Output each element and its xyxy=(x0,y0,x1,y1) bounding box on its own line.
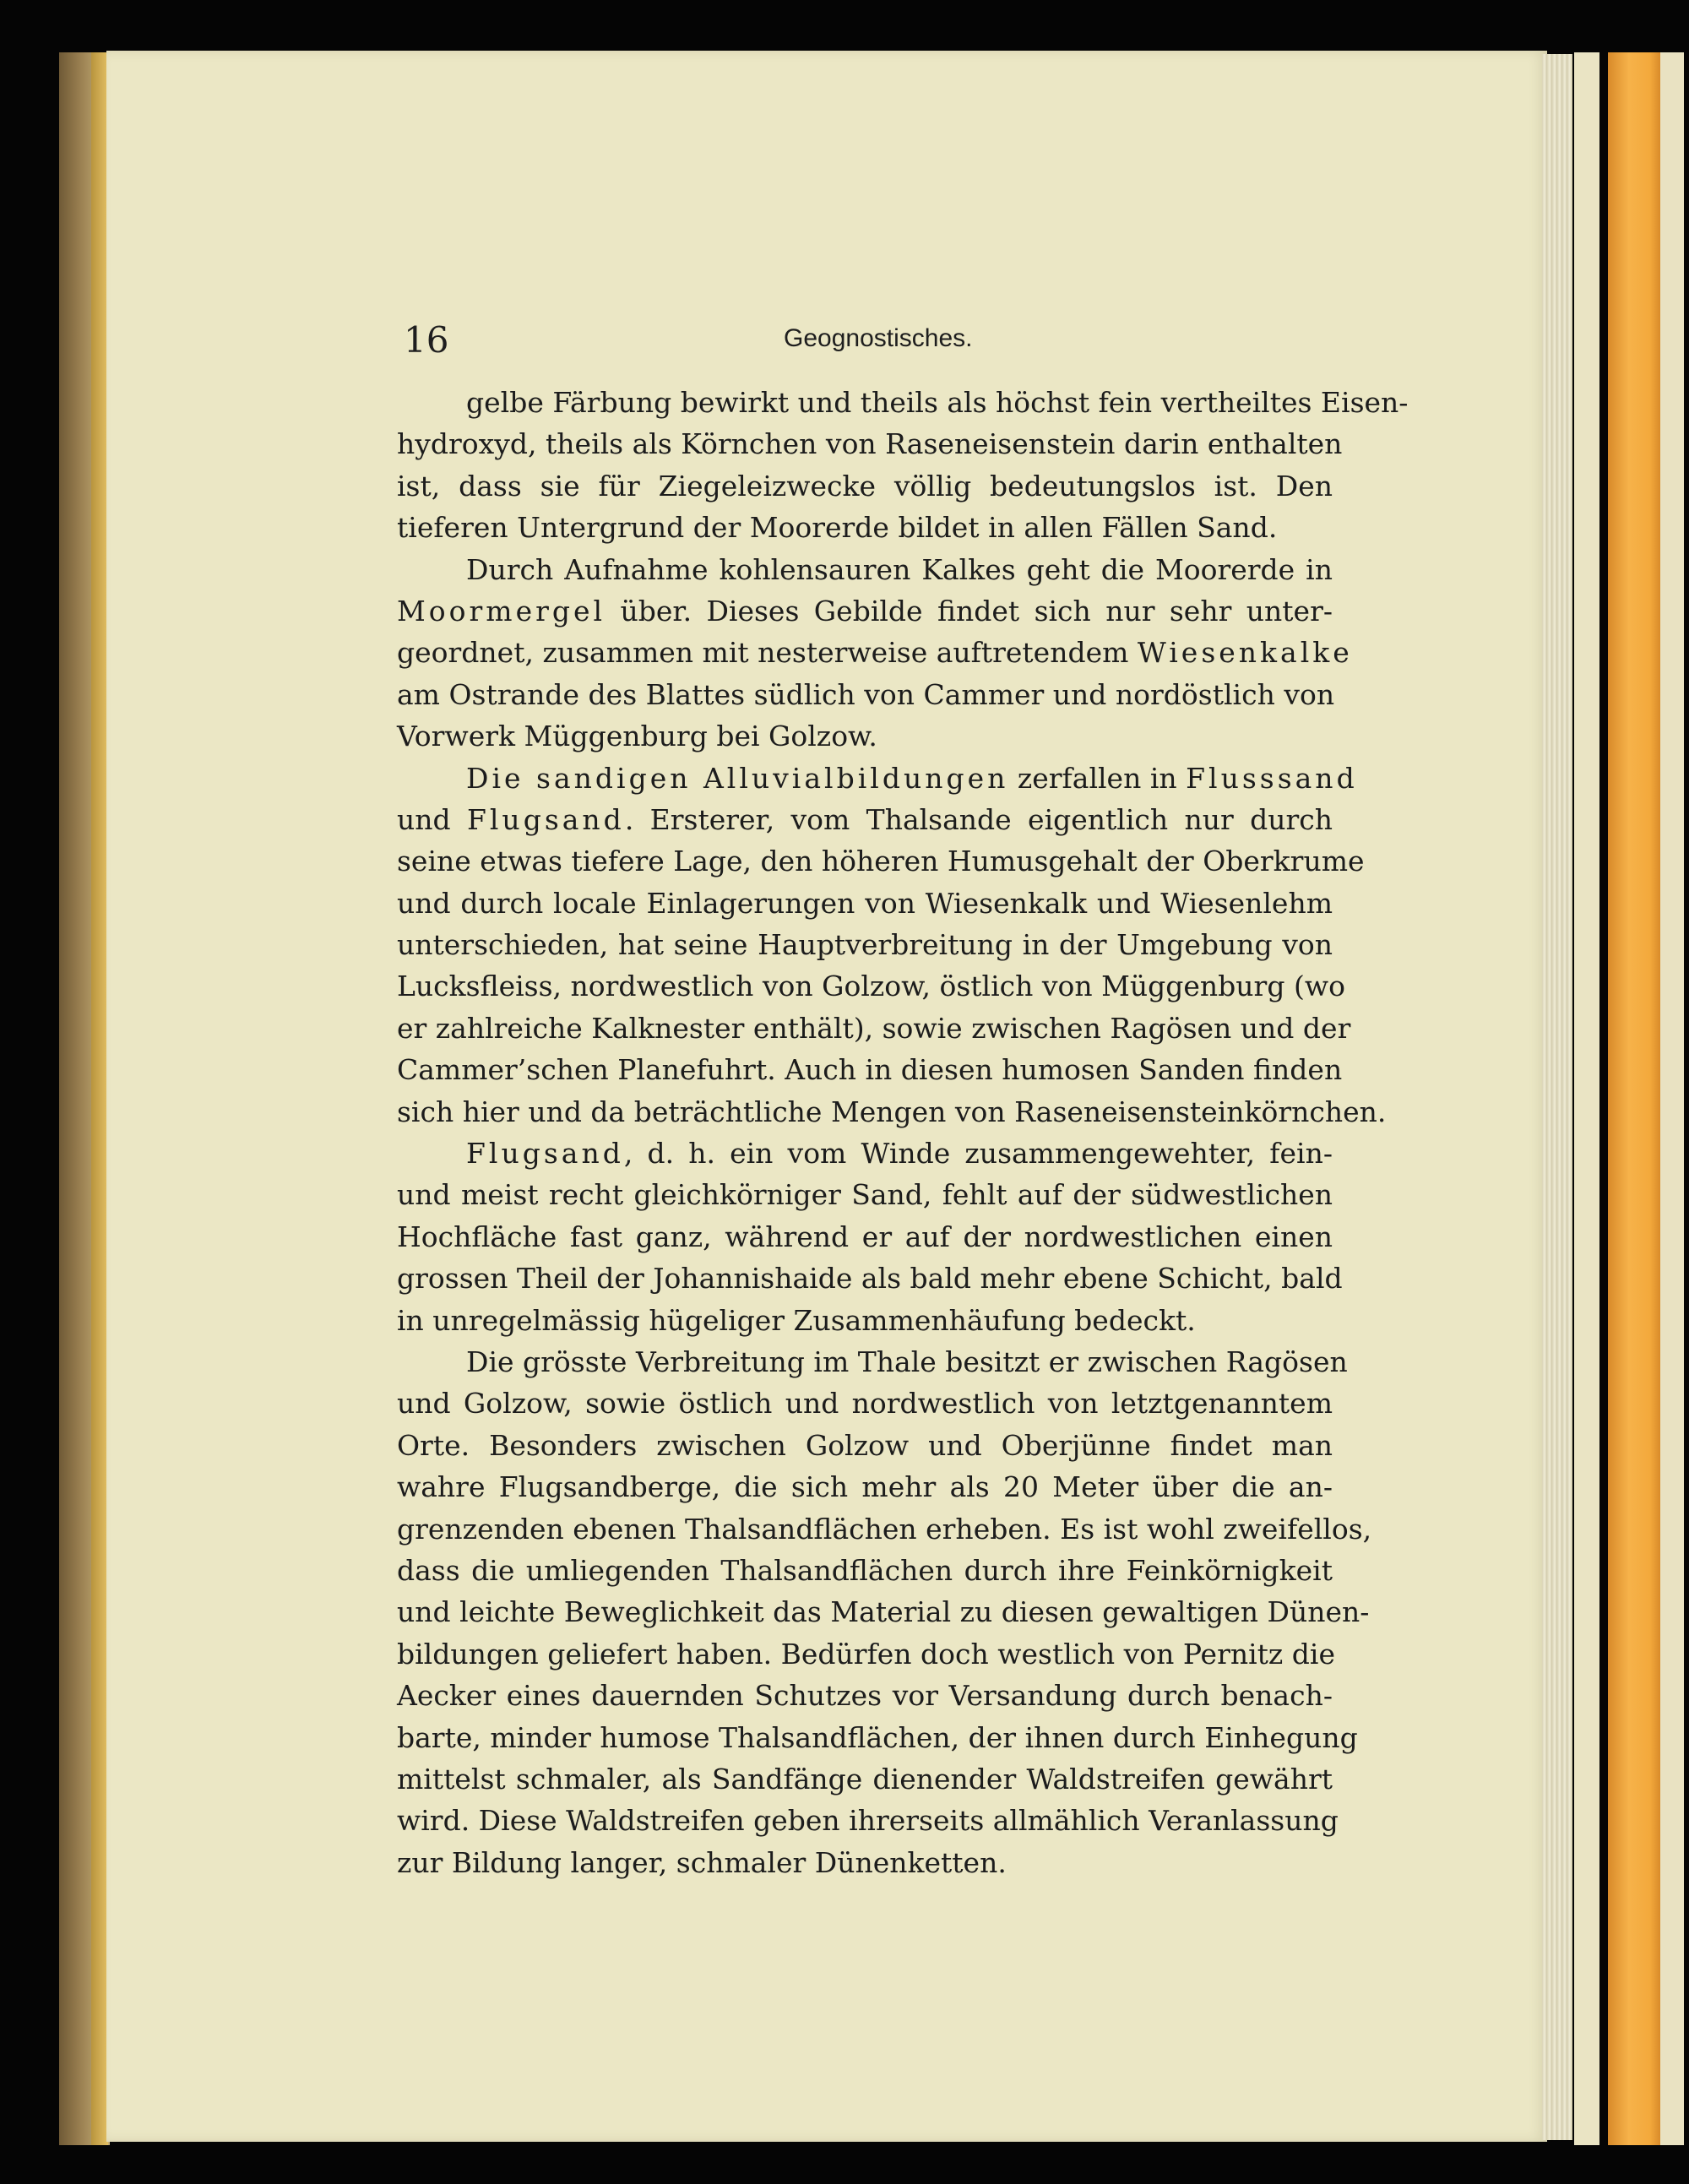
text-run: und xyxy=(397,802,467,836)
text-line: sich hier und da beträchtliche Mengen von Raseneisensteinkörnchen. xyxy=(397,1095,1387,1128)
text-line: und Golzow, sowie östlich und nordwestlich von letztgenanntem xyxy=(397,1387,1333,1421)
spaced-term: Die sandigen Alluvialbildungen xyxy=(466,761,1009,795)
text-run: über. Dieses Gebilde findet sich nur sehr unter- xyxy=(606,594,1333,627)
text-line xyxy=(397,1133,1333,1174)
spaced-term: Moormergel xyxy=(397,594,606,627)
paragraph xyxy=(397,1133,1343,1341)
paragraph xyxy=(397,1341,1372,1883)
text-run: geordnet, zusammen mit nesterweise auftretendem xyxy=(397,636,1138,670)
paragraph xyxy=(397,758,1387,1133)
text-line xyxy=(397,632,1353,673)
text-line: tieferen Untergrund der Moorerde bildet in allen Fällen Sand. xyxy=(397,511,1278,545)
page-number: 16 xyxy=(404,319,449,361)
text-line: Hochfläche fast ganz, während er auf der nordwestlichen einen xyxy=(397,1220,1333,1253)
page-stack-edge xyxy=(1542,54,1572,2140)
body-text xyxy=(397,382,1409,1883)
orange-page-marker xyxy=(1608,52,1660,2145)
text-line: unterschieden, hat seine Hauptverbreitung in der Umgebung von xyxy=(397,928,1333,962)
text-line: bildungen geliefert haben. Bedürfen doch westlich von Pernitz die xyxy=(397,1637,1336,1671)
text-line xyxy=(397,758,1358,799)
text-line xyxy=(397,799,1333,840)
right-page-strip xyxy=(1660,52,1684,2145)
text-line: barte, minder humose Thalsandflächen, der ihnen durch Einhegung xyxy=(397,1720,1358,1754)
text-line: und meist recht gleichkörniger Sand, fehlt auf der südwestlichen xyxy=(397,1178,1333,1212)
text-line: ist, dass sie für Ziegeleizwecke völlig bedeutungslos ist. Den xyxy=(397,469,1333,503)
text-line: dass die umliegenden Thalsandflächen durch ihre Feinkörnigkeit xyxy=(397,1553,1333,1587)
text-line: Die grösste Verbreitung im Thale besitzt er zwischen Ragösen xyxy=(466,1345,1348,1378)
running-head: Geognostisches. xyxy=(784,324,973,352)
text-line: seine etwas tiefere Lage, den höheren Humusgehalt der Oberkrume xyxy=(397,845,1365,878)
text-run: , d. h. ein vom Winde zusammengewehter, fein- xyxy=(623,1137,1333,1171)
text-line: Durch Aufnahme kohlensauren Kalkes geht die Moorerde in xyxy=(466,552,1333,586)
text-line: Cammer’schen Planefuhrt. Auch in diesen humosen Sanden finden xyxy=(397,1053,1343,1087)
text-line: er zahlreiche Kalknester enthält), sowie zwischen Ragösen und der xyxy=(397,1011,1351,1045)
text-run: . Ersterer, vom Thalsande eigentlich nur durch xyxy=(624,802,1333,836)
text-line: Lucksfleiss, nordwestlich von Golzow, östlich von Müggenburg (wo xyxy=(397,970,1345,1003)
text-line: wahre Flugsandberge, die sich mehr als 20 Meter über die an- xyxy=(397,1470,1333,1504)
next-leaf-edge xyxy=(1574,52,1599,2145)
text-line: Vorwerk Müggenburg bei Golzow. xyxy=(397,720,877,753)
text-run: zerfallen in xyxy=(1008,761,1187,795)
text-line: Orte. Besonders zwischen Golzow und Oberjünne findet man xyxy=(397,1428,1333,1462)
spaced-term: Wiesenkalke xyxy=(1137,636,1353,670)
spaced-term: Flugsand xyxy=(466,1137,624,1171)
text-line: zur Bildung langer, schmaler Dünenketten. xyxy=(397,1845,1007,1879)
spaced-term: Flusssand xyxy=(1186,761,1358,795)
text-line: mittelst schmaler, als Sandfänge dienender Waldstreifen gewährt xyxy=(397,1762,1333,1796)
cover-edge xyxy=(91,52,108,2145)
text-line: in unregelmässig hügeliger Zusammenhäufung bedeckt. xyxy=(397,1303,1196,1337)
text-line: Aecker eines dauernden Schutzes vor Versandung durch benach- xyxy=(397,1679,1333,1713)
paragraph xyxy=(397,382,1409,549)
text-line: und leichte Beweglichkeit das Material zu diesen gewaltigen Dünen- xyxy=(397,1595,1370,1629)
text-line: wird. Diese Waldstreifen geben ihrerseits allmählich Veranlassung xyxy=(397,1804,1339,1838)
text-line xyxy=(397,590,1333,632)
spaced-term: Flugsand xyxy=(466,802,625,836)
text-line: am Ostrande des Blattes südlich von Cammer und nordöstlich von xyxy=(397,677,1335,711)
paragraph xyxy=(397,549,1353,758)
text-line: und durch locale Einlagerungen von Wiesenkalk und Wiesenlehm xyxy=(397,886,1333,920)
text-line: grossen Theil der Johannishaide als bald mehr ebene Schicht, bald xyxy=(397,1262,1343,1296)
text-line: gelbe Färbung bewirkt und theils als höchst fein vertheiltes Eisen- xyxy=(466,386,1409,419)
text-line: hydroxyd, theils als Körnchen von Raseneisenstein darin enthalten xyxy=(397,427,1343,461)
page-header xyxy=(404,319,1339,367)
text-line: grenzenden ebenen Thalsandflächen erheben. Es ist wohl zweifellos, xyxy=(397,1512,1372,1546)
